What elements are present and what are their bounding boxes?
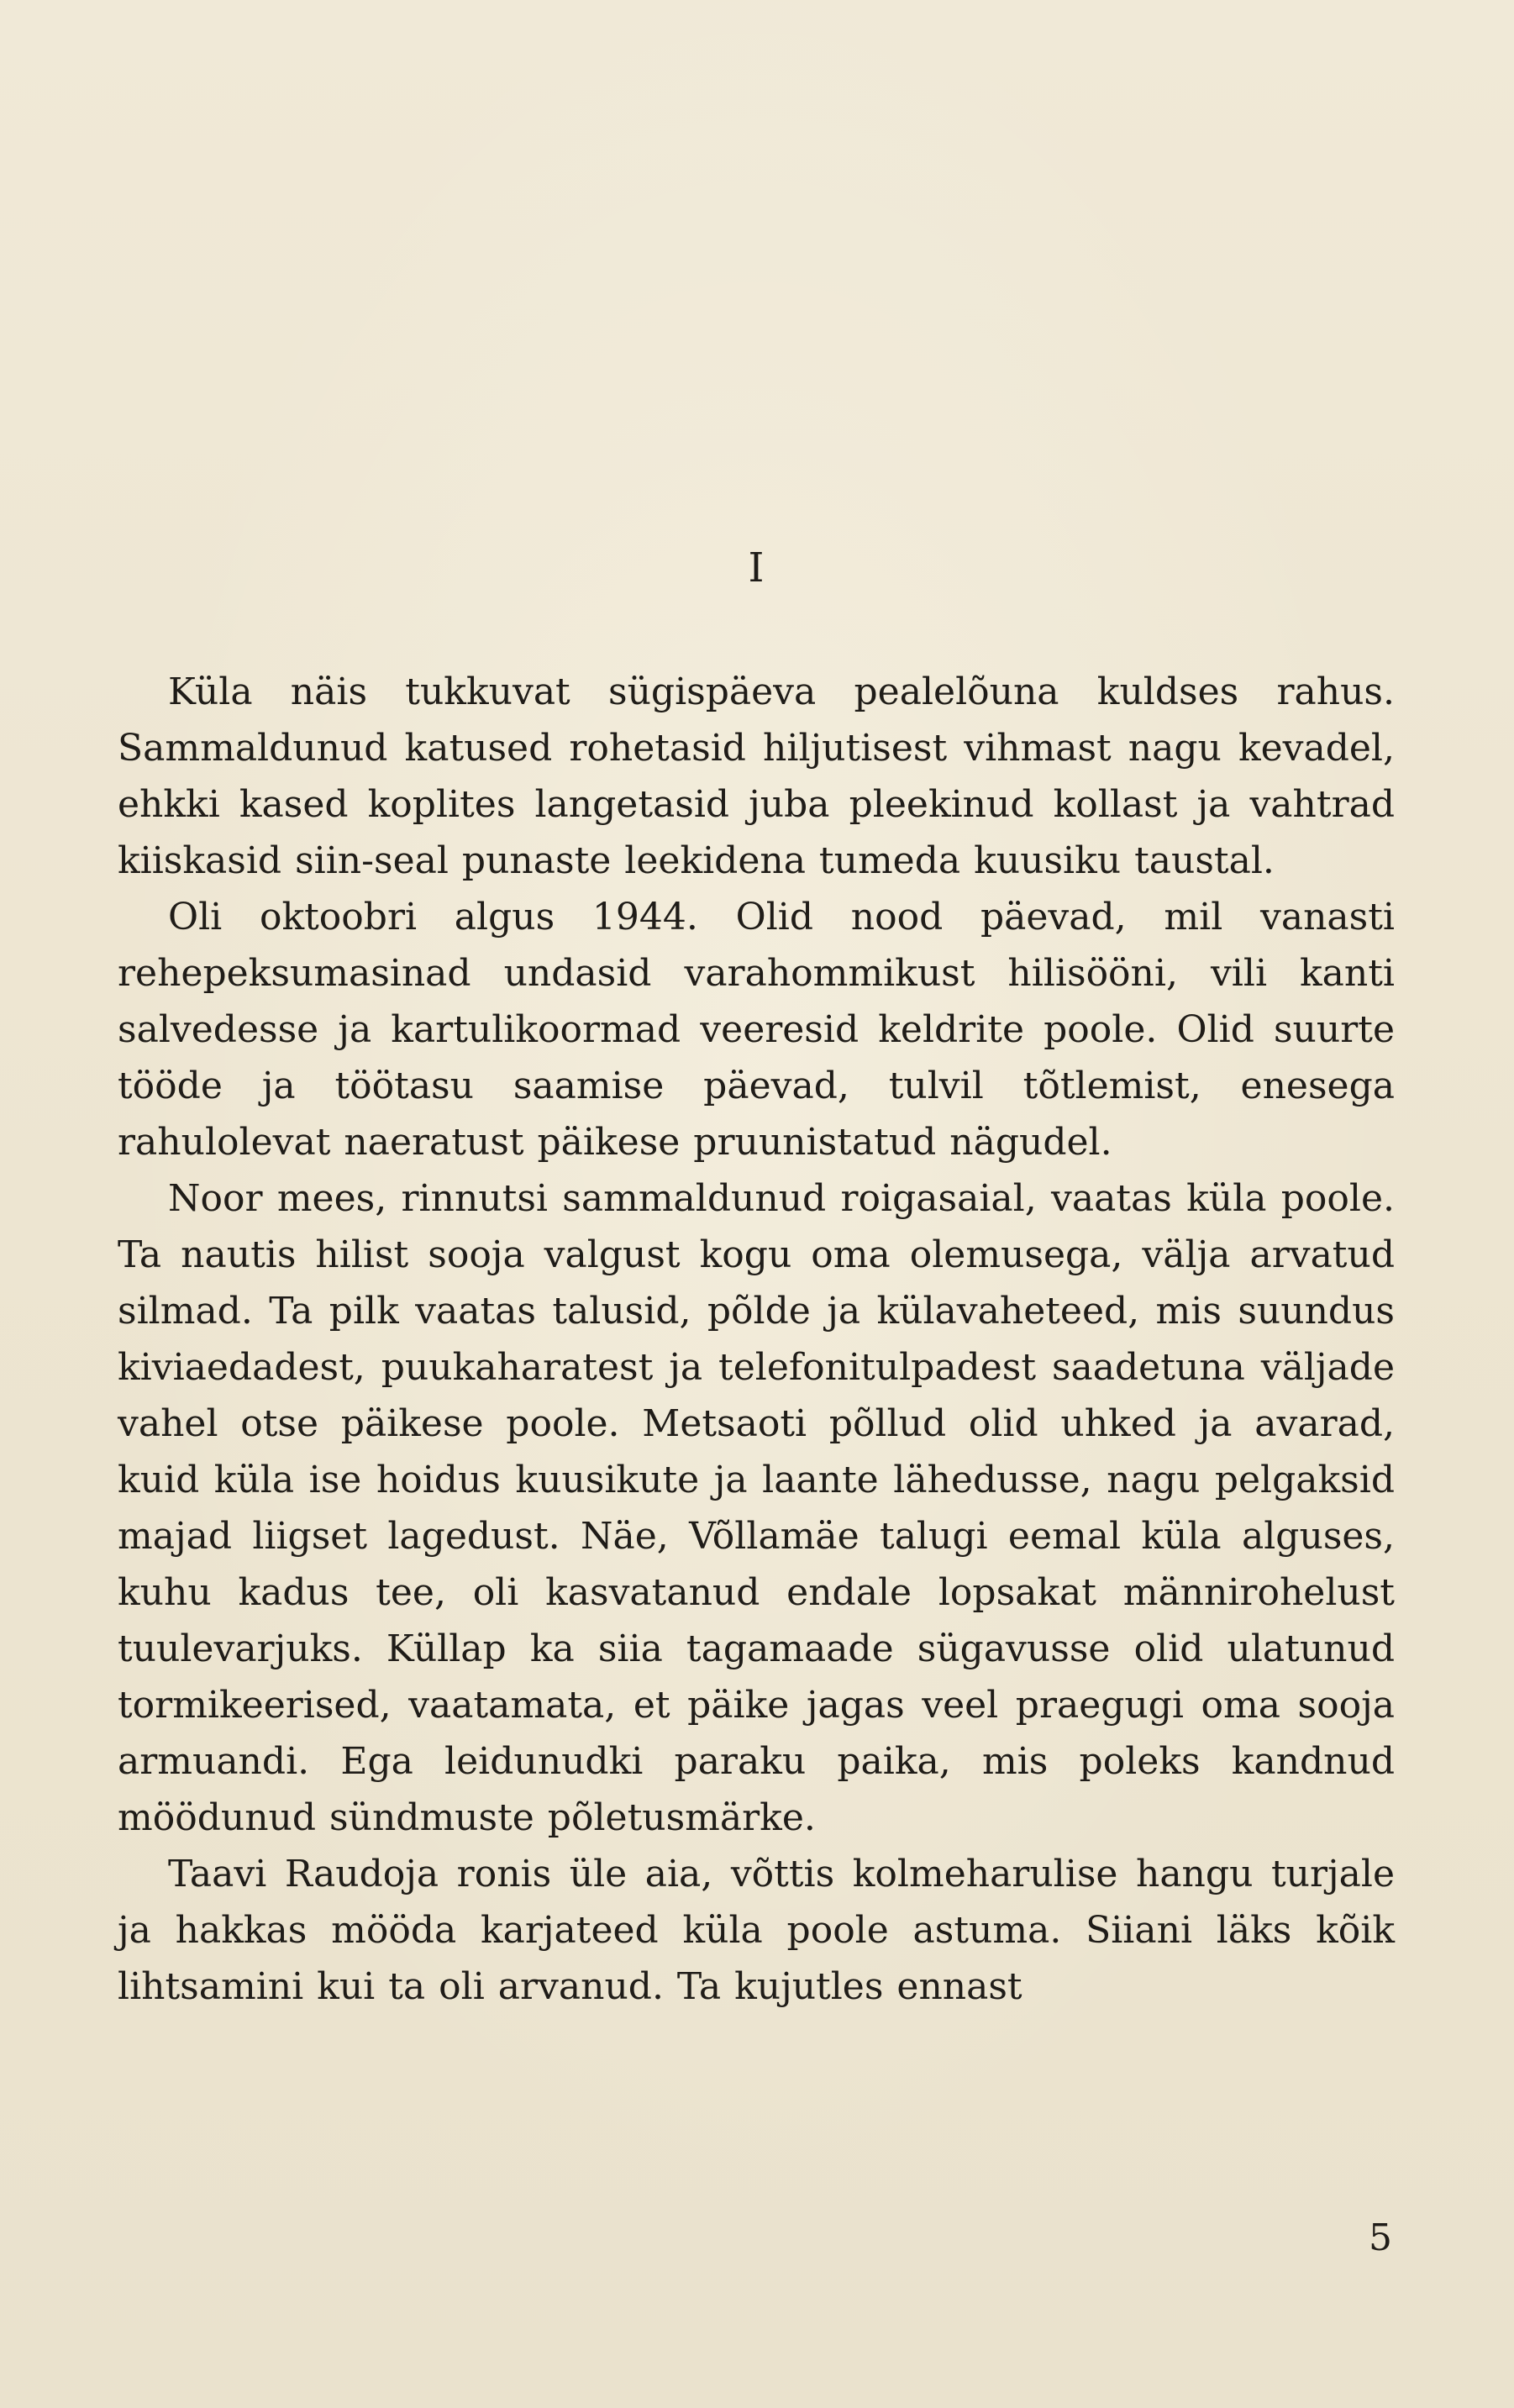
page-number: 5 [1369, 2216, 1392, 2259]
paragraph-4: Taavi Raudoja ronis üle aia, võttis kolmeharulise hangu turjale ja hakkas mööda karjateed küla poole astuma. Siiani läks kõik lihtsamini kui ta oli arvanud. Ta kujutles ennast [118, 1853, 1395, 2008]
chapter-number: I [748, 544, 766, 591]
paragraph-2: Oli oktoobri algus 1944. Olid nood päevad, mil vanasti rehepeksumasinad undasid varahommikust hilisööni, vili kanti salvedesse ja kartulikoormad veeresid keldrite poole. Olid suurte tööde ja töötasu saamise päevad, tulvil tõtlemist, enesega rahulolevat naeratust päikese pruunistatud nägudel. [118, 896, 1395, 1164]
paragraph-1: Küla näis tukkuvat sügispäeva pealelõuna kuldses rahus. Sammaldunud katused rohetasid hiljutisest vihmast nagu kevadel, ehkki kased koplites langetasid juba pleekinud kollast ja vahtrad kiiskasid siin-seal punaste leekidena tumeda kuusiku taustal. [118, 670, 1395, 882]
body-text [118, 664, 1395, 2015]
paragraph-3: Noor mees, rinnutsi sammaldunud roigasaial, vaatas küla poole. Ta nautis hilist sooja valgust kogu oma olemusega, välja arvatud silmad. Ta pilk vaatas talusid, põlde ja külavaheteed, mis suundus kiviaedadest, puukaharatest ja telefonitulpadest saadetuna väljade vahel otse päikese poole. Metsaoti põllud olid uhked ja avarad, kuid küla ise hoidus kuusikute ja laante lähedusse, nagu pelgaksid majad liigset lagedust. Näe, Võllamäe talugi eemal küla alguses, kuhu kadus tee, oli kasvatanud endale lopsakat männirohelust tuulevarjuks. Küllap ka siia tagamaade sügavusse olid ulatunud tormikeerised, vaatamata, et päike jagas veel praegugi oma sooja armuandi. Ega leidunudki paraku paika, mis poleks kandnud möödunud sündmuste põletusmärke. [118, 1177, 1395, 1839]
